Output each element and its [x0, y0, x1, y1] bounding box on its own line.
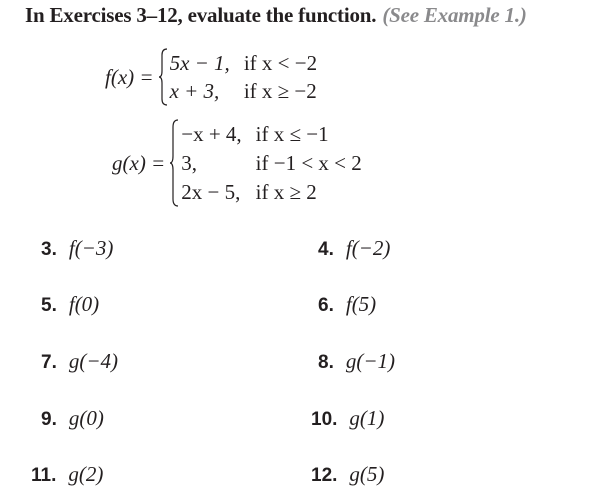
exercise-number: 9. [41, 409, 57, 430]
exercise-expression: f(5) [345, 292, 377, 316]
exercise-number: 6. [318, 295, 334, 316]
exercise-number: 12. [311, 465, 338, 486]
case-expression: x + 3, [169, 79, 220, 103]
exercise-item [41, 349, 118, 374]
exercise-instructions [25, 3, 527, 28]
function-g-definition [112, 118, 362, 208]
case-condition: if x ≥ −2 [243, 79, 317, 103]
exercise-expression: g(5) [349, 462, 385, 486]
left-brace-icon [158, 47, 168, 107]
function-g-cases [181, 120, 362, 207]
exercise-item [41, 292, 99, 317]
instruction-text: In Exercises 3–12, evaluate the function. [25, 3, 377, 27]
case-condition: if x ≤ −1 [255, 121, 329, 146]
exercise-expression: f(0) [68, 292, 100, 316]
exercise-number: 11. [31, 465, 57, 486]
exercise-expression: g(−1) [345, 349, 396, 373]
example-reference: (See Example 1.) [382, 3, 527, 27]
case-expression: 3, [181, 150, 197, 175]
exercise-item [311, 406, 384, 431]
exercise-item [31, 462, 103, 487]
exercise-number: 4. [318, 239, 334, 260]
function-f-cases [170, 49, 318, 105]
exercise-expression: g(−4) [68, 349, 119, 373]
exercise-item [41, 236, 113, 261]
exercise-expression: g(1) [349, 406, 385, 430]
exercise-expression: f(−2) [345, 236, 391, 260]
case-expression: 2x − 5, [181, 179, 241, 204]
exercise-item [311, 462, 384, 487]
exercise-number: 8. [318, 352, 334, 373]
function-f-lhs: f(x) = [105, 64, 154, 89]
left-brace-icon [169, 118, 179, 208]
exercise-item [318, 236, 390, 261]
case-condition: if x ≥ 2 [255, 179, 317, 204]
function-g-lhs: g(x) = [112, 150, 166, 175]
case-condition: if x < −2 [243, 51, 318, 75]
exercise-item [318, 292, 376, 317]
exercise-number: 10. [311, 409, 338, 430]
case-condition: if −1 < x < 2 [255, 150, 362, 175]
exercise-number: 5. [41, 295, 57, 316]
exercise-number: 7. [41, 352, 57, 373]
exercise-expression: f(−3) [68, 236, 114, 260]
function-f-definition [105, 47, 317, 107]
case-expression: −x + 4, [181, 121, 242, 146]
case-expression: 5x − 1, [169, 51, 230, 75]
exercise-expression: g(2) [68, 462, 104, 486]
exercise-expression: g(0) [68, 406, 104, 430]
exercise-item [41, 406, 104, 431]
exercise-item [318, 349, 395, 374]
exercise-number: 3. [41, 239, 57, 260]
